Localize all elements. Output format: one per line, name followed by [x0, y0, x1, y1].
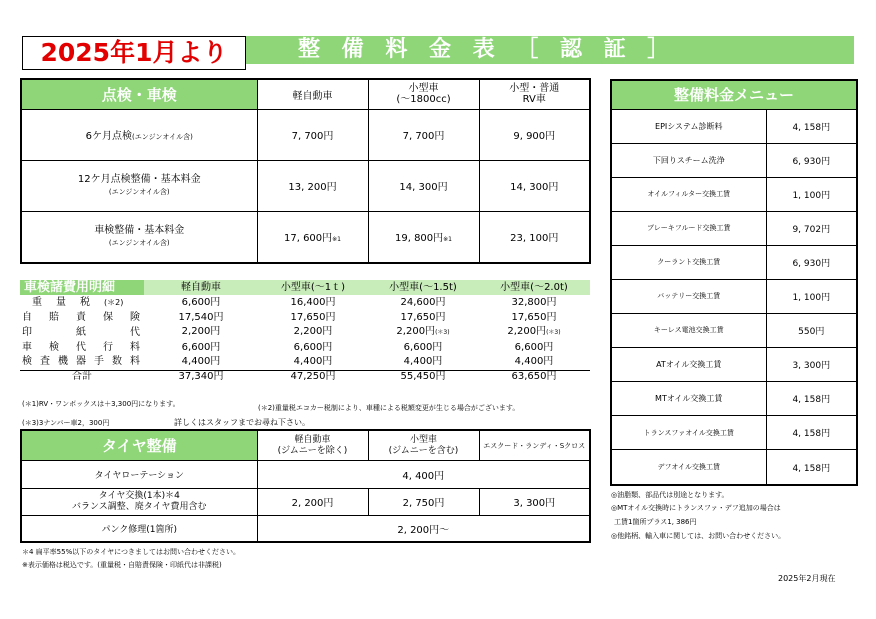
- table-row: [21, 461, 590, 488]
- fee-value: 4,400円: [293, 356, 333, 368]
- price-cell: 4, 400円: [257, 461, 590, 488]
- menu-item-name: キーレス電池交換工賃: [611, 313, 766, 347]
- table-row: [611, 416, 857, 450]
- table-row: [611, 109, 857, 143]
- table-row: [611, 450, 857, 485]
- tire-col-header: 小型車 (ジムニーを含む): [368, 430, 479, 461]
- total-row: [20, 370, 590, 384]
- fees-col-header: 軽自動車: [144, 280, 258, 295]
- table-row: [611, 279, 857, 313]
- fees-col-header: 小型車(～1.5t): [368, 280, 478, 295]
- table-row: [611, 347, 857, 381]
- price-mark: ※1: [332, 236, 342, 244]
- fee-note: (＊3): [435, 329, 450, 336]
- menu-item-name: 下回りスチーム洗浄: [611, 143, 766, 177]
- row-sub: (エンジンオイル含): [108, 187, 170, 196]
- row-label: 6ケ月点検: [85, 131, 133, 142]
- total-label: 合計: [72, 371, 92, 383]
- menu-item-price: 4, 158円: [766, 416, 857, 450]
- fee-value: 17,540円: [178, 311, 224, 323]
- table-row: [20, 325, 590, 340]
- table-row: [20, 295, 590, 310]
- price-cell: 2, 200円: [257, 488, 368, 515]
- total-value: 37,340円: [178, 371, 224, 383]
- table-row: [611, 177, 857, 211]
- menu-item-name: ATオイル交換工賃: [611, 347, 766, 381]
- fee-value: 24,600円: [400, 296, 446, 308]
- price-cell: 19, 800円: [394, 233, 444, 245]
- menu-item-name: ブレーキフルード交換工賃: [611, 211, 766, 245]
- menu-note-1: ◎油脂類、部品代は別途となります。: [611, 491, 729, 499]
- table-row: [21, 109, 590, 160]
- as-of-date: 2025年2月現在: [778, 574, 836, 583]
- total-value: 55,450円: [400, 371, 446, 383]
- menu-item-price: 9, 702円: [766, 211, 857, 245]
- fee-label-mark: (＊2): [104, 297, 124, 307]
- fee-label: 印紙代: [22, 326, 140, 338]
- price-cell: 14, 300円: [510, 182, 559, 193]
- row-label: タイヤローテーション: [21, 461, 257, 488]
- price-cell: 14, 300円: [399, 182, 448, 193]
- menu-item-price: 6, 930円: [766, 143, 857, 177]
- fee-value: 6,600円: [403, 341, 443, 353]
- price-cell: 2, 200円～: [257, 516, 590, 543]
- table-row: [21, 211, 590, 263]
- menu-item-price: 6, 930円: [766, 245, 857, 279]
- tire-table: [20, 429, 591, 543]
- table-row: [20, 355, 590, 370]
- fee-value: 16,400円: [290, 296, 336, 308]
- menu-item-price: 1, 100円: [766, 177, 857, 211]
- row-sub: (エンジンオイル含): [108, 238, 170, 247]
- table-row: [611, 211, 857, 245]
- menu-note-4: ◎他銘柄、輸入車に関しては、お問い合わせください。: [611, 532, 786, 540]
- price-mark: ※1: [443, 236, 453, 244]
- fee-value: 2,200円: [293, 326, 333, 337]
- col-header-small: 小型車 (～1800cc): [368, 79, 479, 109]
- menu-item-name: デフオイル交換工賃: [611, 450, 766, 485]
- table-row: [20, 340, 590, 355]
- menu-item-price: 4, 158円: [766, 382, 857, 416]
- fee-value: 32,800円: [511, 296, 557, 308]
- fee-value: 17,650円: [290, 311, 336, 323]
- row-label: 車検整備・基本料金: [94, 225, 185, 237]
- row-sub: (エンジンオイル含): [132, 133, 193, 141]
- fee-value: 17,650円: [511, 311, 557, 323]
- table-row: [21, 516, 590, 543]
- tire-col-header: 軽自動車 (ジムニーを除く): [257, 430, 368, 461]
- tire-header-title: タイヤ整備: [21, 430, 257, 461]
- fee-label: 自賠責保険: [22, 311, 140, 323]
- price-cell: 7, 700円: [402, 131, 445, 142]
- price-cell: 23, 100円: [510, 233, 559, 245]
- fee-value: 6,600円: [293, 341, 333, 353]
- fee-note-4: 詳しくはスタッフまでお尋ね下さい。: [174, 418, 310, 427]
- table-row: [21, 488, 590, 515]
- fee-label: 車検代行料: [22, 341, 140, 353]
- fees-table: [20, 280, 590, 384]
- price-cell: 7, 700円: [291, 131, 334, 142]
- tire-col-header: エスクード・ランディ・Sクロス: [479, 430, 590, 461]
- menu-item-name: MTオイル交換工賃: [611, 382, 766, 416]
- fees-title: 車検諸費用明細: [20, 280, 144, 295]
- inspection-header-title: 点検・車検: [21, 79, 257, 109]
- fee-value: 4,400円: [181, 356, 221, 368]
- menu-item-price: 3, 300円: [766, 347, 857, 381]
- fee-value: 6,600円: [514, 341, 554, 353]
- fee-value: 6,600円: [181, 296, 221, 308]
- menu-item-price: 1, 100円: [766, 279, 857, 313]
- fee-value: 6,600円: [181, 341, 221, 353]
- price-cell: 13, 200円: [288, 182, 337, 193]
- fee-value: 2,200円: [181, 326, 221, 337]
- row-label: パンク修理(1箇所): [21, 516, 257, 543]
- menu-item-name: クーラント交換工賃: [611, 245, 766, 279]
- table-row: [611, 245, 857, 279]
- total-value: 63,650円: [511, 371, 557, 383]
- fee-value: 4,400円: [403, 356, 443, 368]
- fee-value: 17,650円: [400, 311, 446, 323]
- menu-item-name: バッテリー交換工賃: [611, 279, 766, 313]
- table-row: [611, 143, 857, 177]
- price-cell: 17, 600円: [283, 233, 333, 245]
- total-value: 47,250円: [290, 371, 336, 383]
- menu-item-price: 4, 158円: [766, 450, 857, 485]
- title-banner: [244, 36, 854, 64]
- table-row: [611, 313, 857, 347]
- fees-col-header: 小型車(～2.0t): [478, 280, 590, 295]
- price-cell: 3, 300円: [479, 488, 590, 515]
- effective-date-badge: 2025年1月より: [22, 36, 246, 70]
- fee-note-1: (＊1)RV・ワンボックスは＋3,300円になります。: [22, 400, 180, 408]
- tire-note-2: ※表示価格は税込です。(重量税・自賠責保険・印紙代は非課税): [22, 561, 222, 569]
- table-row: [20, 310, 590, 325]
- menu-header: 整備料金メニュー: [611, 80, 857, 109]
- menu-item-name: トランスファオイル交換工賃: [611, 416, 766, 450]
- menu-note-3: 工賃1箇所プラス1, 386円: [614, 518, 697, 526]
- table-row: [21, 160, 590, 211]
- tire-note-1: ＊4 扁平率55%以下のタイヤにつきましてはお問い合わせください。: [22, 548, 240, 556]
- menu-item-price: 550円: [766, 313, 857, 347]
- row-label: タイヤ交換(1本)＊4 バランス調整、廃タイヤ費用含む: [21, 488, 257, 515]
- row-label: 12ケ月点検整備・基本料金: [77, 174, 201, 185]
- menu-note-2: ◎MTオイル交換時にトランスファ・デフ追加の場合は: [611, 504, 781, 512]
- fee-note-2: (＊2)重量税エコカー税制により、車種による税額変更が生じる場合がございます。: [258, 404, 520, 412]
- fee-value: 4,400円: [514, 356, 554, 368]
- price-cell: 2, 750円: [368, 488, 479, 515]
- table-row: [611, 382, 857, 416]
- fee-value: 2,200円: [396, 326, 436, 337]
- col-header-kei: 軽自動車: [257, 79, 368, 109]
- price-cell: 9, 900円: [513, 131, 556, 142]
- fee-label: 検査機器手数料: [20, 355, 144, 370]
- page-title: 整 備 料 金 表 ［ 認 証 ］: [298, 37, 677, 62]
- inspection-table: [20, 78, 591, 264]
- fee-note: (＊3): [546, 329, 561, 336]
- menu-item-name: オイルフィルター交換工賃: [611, 177, 766, 211]
- service-menu-table: [610, 79, 858, 486]
- col-header-rv: 小型・普通 RV車: [479, 79, 590, 109]
- menu-item-name: EPIシステム診断料: [611, 109, 766, 143]
- fee-note-3: (＊3)3ナンバー車2，300円: [22, 419, 110, 427]
- fees-col-header: 小型車(～1ｔ): [258, 280, 368, 295]
- menu-item-price: 4, 158円: [766, 109, 857, 143]
- fee-value: 2,200円: [507, 326, 547, 337]
- fee-label: 重量税: [32, 296, 104, 308]
